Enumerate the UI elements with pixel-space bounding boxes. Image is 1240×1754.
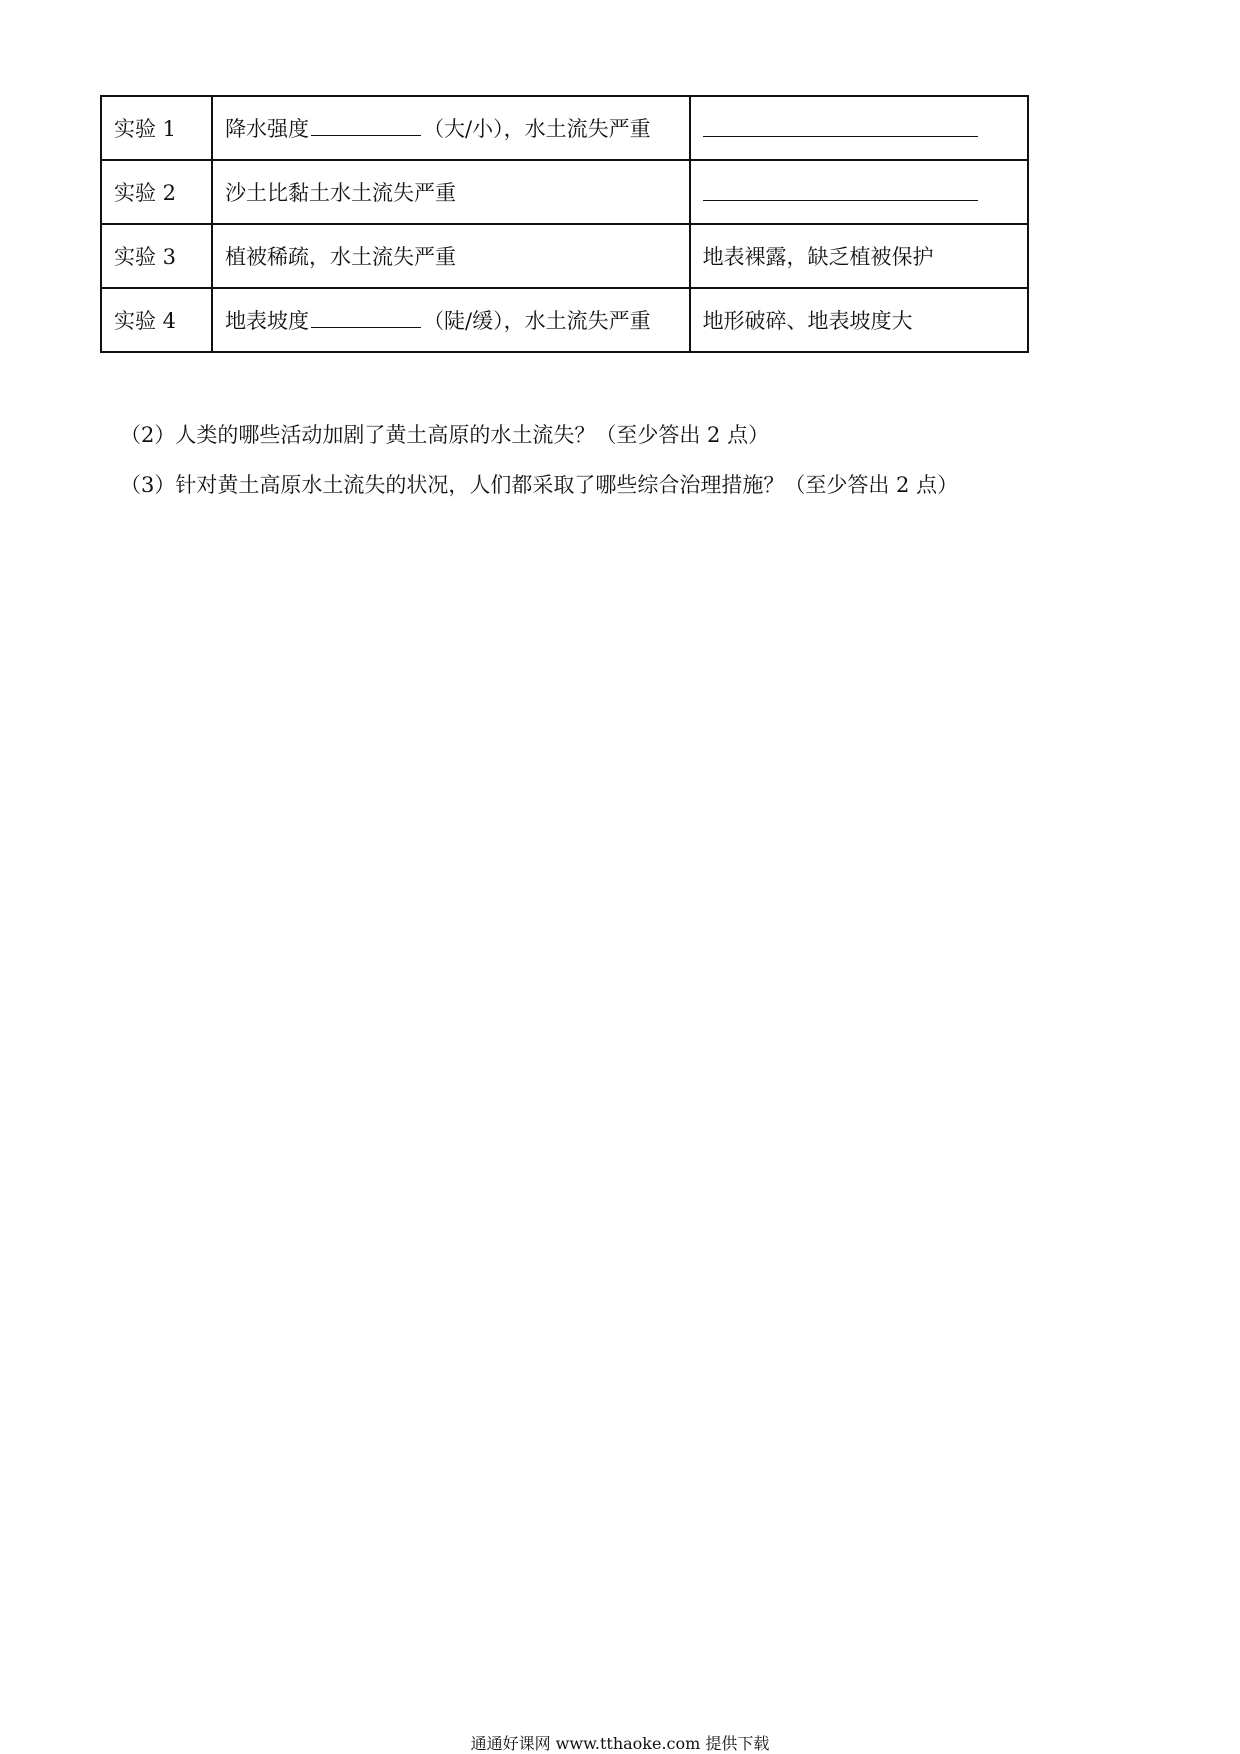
experiment-reason: [690, 96, 1028, 160]
answer-blank[interactable]: [703, 179, 978, 201]
experiment-result: [212, 288, 690, 352]
question-3: （3）针对黄土高原水土流失的状况，人们都采取了哪些综合治理措施？（至少答出 2 点）: [120, 473, 959, 497]
page-footer: 通通好课网 www.tthaoke.com 提供下载: [470, 1734, 770, 1753]
experiment-reason: 地表裸露，缺乏植被保护: [690, 224, 1028, 288]
experiment-table: [100, 95, 1029, 353]
result-text-before: 降水强度: [225, 117, 310, 141]
experiment-name: 实验 3: [101, 224, 212, 288]
table-row: [101, 160, 1028, 224]
experiment-result: [212, 96, 690, 160]
result-text-before: 地表坡度: [225, 309, 310, 333]
table-row: [101, 224, 1028, 288]
experiment-result: 植被稀疏，水土流失严重: [212, 224, 690, 288]
question-2: （2）人类的哪些活动加剧了黄土高原的水土流失？（至少答出 2 点）: [120, 423, 770, 447]
result-text-after: （大/小），水土流失严重: [423, 117, 651, 141]
experiment-name: 实验 4: [101, 288, 212, 352]
answer-blank[interactable]: [311, 114, 421, 136]
table-row: [101, 288, 1028, 352]
experiment-reason: 地形破碎、地表坡度大: [690, 288, 1028, 352]
experiment-reason: [690, 160, 1028, 224]
experiment-name: 实验 1: [101, 96, 212, 160]
answer-blank[interactable]: [703, 115, 978, 137]
result-text-after: （陡/缓），水土流失严重: [423, 309, 651, 333]
table-row: [101, 96, 1028, 160]
experiment-result: 沙土比黏土水土流失严重: [212, 160, 690, 224]
experiment-name: 实验 2: [101, 160, 212, 224]
answer-blank[interactable]: [311, 306, 421, 328]
